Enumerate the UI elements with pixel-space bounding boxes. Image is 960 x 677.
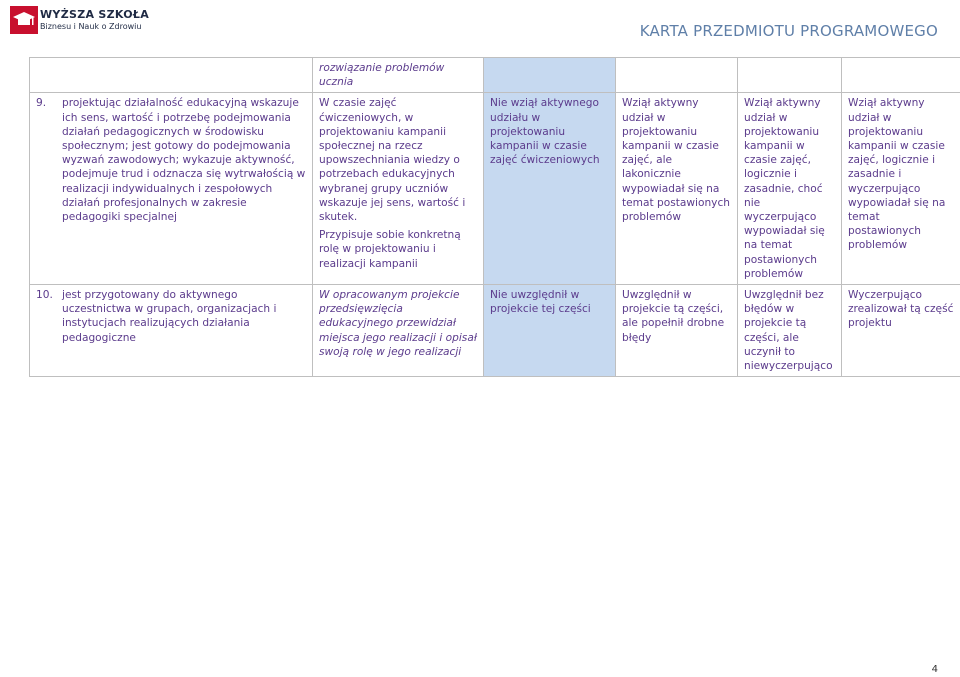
method-cell	[313, 285, 484, 377]
graduation-cap-icon	[10, 6, 38, 34]
effect-cell	[30, 285, 313, 377]
logo-name: WYŻSZA SZKOŁA	[40, 8, 150, 21]
method-continuation-text: rozwiązanie problemów uczniа	[319, 62, 445, 89]
method-cell	[313, 58, 484, 93]
effect-cell	[30, 58, 313, 93]
method-text: W opracowanym projekcie przedsięwzięcia edukacyjnego przewidział miejsca jego realizacji i opisał swoją rolę w jego realizacji	[319, 289, 477, 358]
effect-number: 9.	[36, 97, 47, 110]
course-outcomes-table	[29, 57, 960, 377]
table-row	[30, 285, 960, 377]
grade-4-cell: Wziął aktywny udział w projektowaniu kampanii w czasie zajęć, logicznie i zasadnie, choć nie wyczerpująco wypowiadał się na temat postawionych problemów	[738, 93, 842, 285]
logo-subtitle: Biznesu i Nauk o Zdrowiu	[40, 22, 142, 31]
grade-3-cell: Wziął aktywny udział w projektowaniu kampanii w czasie zajęć, ale lakonicznie wypowiadał się na temat postawionych problemów	[616, 93, 738, 285]
table-row	[30, 93, 960, 285]
grade-2-cell	[484, 58, 616, 93]
grade-5-cell	[842, 58, 960, 93]
grade-3-cell	[616, 58, 738, 93]
effect-text: jest przygotowany do aktywnego uczestnictwa w grupach, organizacjach i instytucjach realizujących działania pedagogiczne	[62, 289, 277, 344]
grade-4-cell	[738, 58, 842, 93]
grade-2-cell: Nie wziął aktywnego udziału w projektowaniu kampanii w czasie zajęć ćwiczeniowych	[484, 93, 616, 285]
effect-text: projektując działalność edukacyjną wskazuje ich sens, wartość i potrzebę podejmowania działań pedagogicznych w środowisku społecznym; jest gotowy do podejmowania wyzwań zawodowych; wykazuje aktywność, podejmuje trud i odznacza się wytrwałością w realizacji indywidualnych i zespołowych działań profesjonalnych w zakresie pedagogiki specjalnej	[62, 97, 306, 224]
grade-3-cell: Uwzględnił w projekcie tą części, ale popełnił drobne błędy	[616, 285, 738, 377]
university-logo	[10, 6, 150, 34]
grade-2-cell: Nie uwzględnił w projekcie tej części	[484, 285, 616, 377]
effect-cell	[30, 93, 313, 285]
effect-number: 10.	[36, 289, 53, 302]
grade-4-cell: Uwzględnił bez błędów w projekcie tą części, ale uczynił to niewyczerpująco	[738, 285, 842, 377]
method-text: W czasie zajęć ćwiczeniowych, w projektowaniu kampanii społecznej na rzecz upowszechniania wiedzy o potrzebach edukacyjnych wybranej grupy uczniów wskazuje jej sens, wartość i skutek.	[319, 97, 466, 224]
page-number: 4	[931, 664, 938, 675]
grade-5-cell: Wyczerpująco zrealizował tą część projektu	[842, 285, 960, 377]
method-cell	[313, 93, 484, 285]
table-row	[30, 58, 960, 93]
page-title: KARTA PRZEDMIOTU PROGRAMOWEGO	[639, 22, 938, 40]
method-text: Przypisuje sobie konkretną rolę w projektowaniu i realizacji kampanii	[319, 229, 461, 270]
grade-5-cell: Wziął aktywny udział w projektowaniu kampanii w czasie zajęć, logicznie i zasadnie i wyczerpująco wypowiadał się na temat postawionych problemów	[842, 93, 960, 285]
